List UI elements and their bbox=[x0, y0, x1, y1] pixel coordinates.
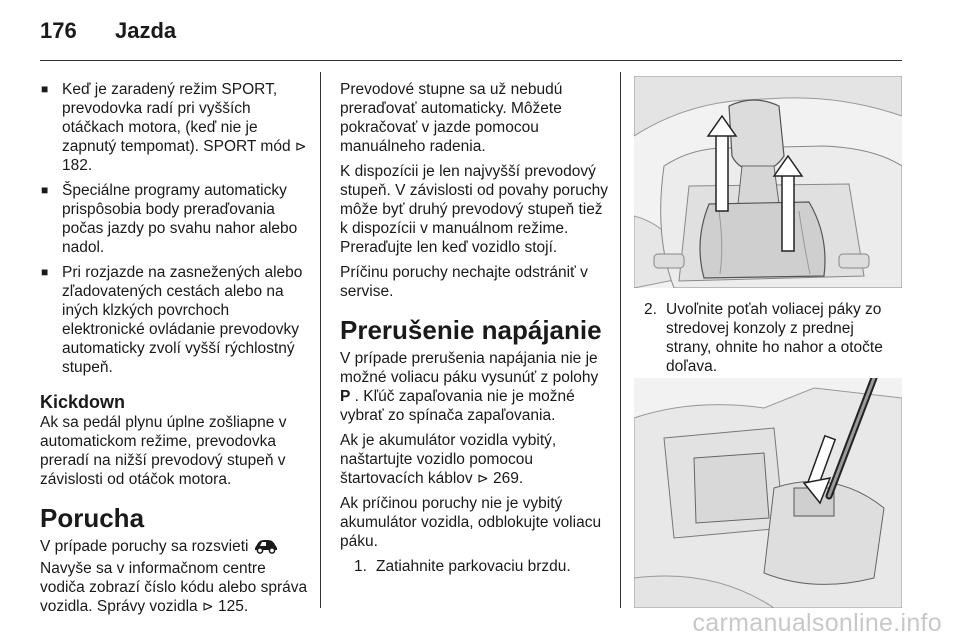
column-divider bbox=[620, 72, 621, 608]
lever-cover-illustration bbox=[634, 378, 902, 608]
porucha-text: V prípade poruchy sa rozsvieti Navyše sa v informačnom centre vodiča zobrazí číslo kódu alebo správa vozidla. Správy vozidla ⊳ 125. bbox=[40, 538, 308, 615]
kickdown-text: Ak sa pedál plynu úplne zošliapne v automatickom režime, prevodovka preradí na nižší prevodový stupeň v závislosti od otáčok motora. bbox=[40, 414, 287, 488]
paragraph: V prípade prerušenia napájania nie je možné voliacu páku vysunúť z polohy P . Kľúč zapaľovania nie je možné vybrať zo spínača zapaľovania. bbox=[340, 350, 599, 424]
paragraph: Príčinu poruchy nechajte odstrániť v servise. bbox=[340, 264, 588, 300]
page-reference-icon: ⊳ bbox=[294, 138, 307, 154]
column-right bbox=[640, 300, 902, 376]
page-title: Jazda bbox=[115, 18, 177, 43]
porucha-heading: Porucha bbox=[40, 503, 145, 533]
column-divider bbox=[320, 72, 321, 608]
list-item: 2. Uvoľnite poťah voliacej páky zo stredovej konzoly z prednej strany, ohnite ho nahor a otočte doľava. bbox=[644, 301, 883, 375]
gear-selector-illustration bbox=[634, 76, 902, 288]
list-item: ■ Keď je zaradený režim SPORT, prevodovka radí pri vyšších otáčkach motora, (keď nie je zapnutý tempomat). SPORT mód ⊳ 182. bbox=[40, 80, 308, 175]
paragraph: K dispozícii je len najvyšší prevodový stupeň. V závislosti od povahy poruchy môže byť druhý prevodový stupeň tiež k dispozícii v manuálnom režime. Preraďujte len keď vozidlo stojí. bbox=[340, 163, 608, 256]
section-heading: Prerušenie napájanie bbox=[340, 315, 602, 345]
page-reference-icon: ⊳ bbox=[201, 598, 214, 614]
page-reference[interactable]: 182. bbox=[62, 157, 93, 174]
page-reference[interactable]: 125. bbox=[218, 598, 249, 615]
car-fault-icon bbox=[253, 538, 279, 559]
paragraph: Ak je akumulátor vozidla vybitý, naštartujte vozidlo pomocou štartovacích káblov ⊳ 269. bbox=[340, 432, 557, 487]
kickdown-heading: Kickdown bbox=[40, 392, 126, 412]
page-number: 176 bbox=[40, 18, 77, 43]
page-reference[interactable]: 269. bbox=[493, 470, 524, 487]
column-middle bbox=[340, 80, 608, 576]
paragraph: Prevodové stupne sa už nebudú preraďovať automaticky. Môžete pokračovať v jazde pomocou manuálneho radenia. bbox=[340, 81, 563, 155]
page-reference-icon: ⊳ bbox=[477, 470, 489, 486]
watermark: carmanualsonline.info bbox=[692, 609, 942, 637]
header-divider bbox=[40, 60, 902, 61]
list-item: 1. Zatiahnite parkovaciu brzdu. bbox=[354, 558, 571, 575]
list-item: ■ Pri rozjazde na zasnežených alebo zľadovatených cestách alebo na iných klzkých povrchoch elektronické ovládanie prevodovky automaticky zvolí vyšší rýchlostný stupeň. bbox=[40, 263, 308, 377]
column-left bbox=[40, 80, 308, 622]
gear-position-p: P bbox=[340, 388, 351, 405]
paragraph: Ak príčinou poruchy nie je vybitý akumulátor vozidla, odblokujte voliacu páku. bbox=[340, 495, 602, 550]
list-item: ■ Špeciálne programy automaticky prispôsobia body preraďovania počas jazdy po svahu nahor alebo nadol. bbox=[40, 181, 308, 257]
